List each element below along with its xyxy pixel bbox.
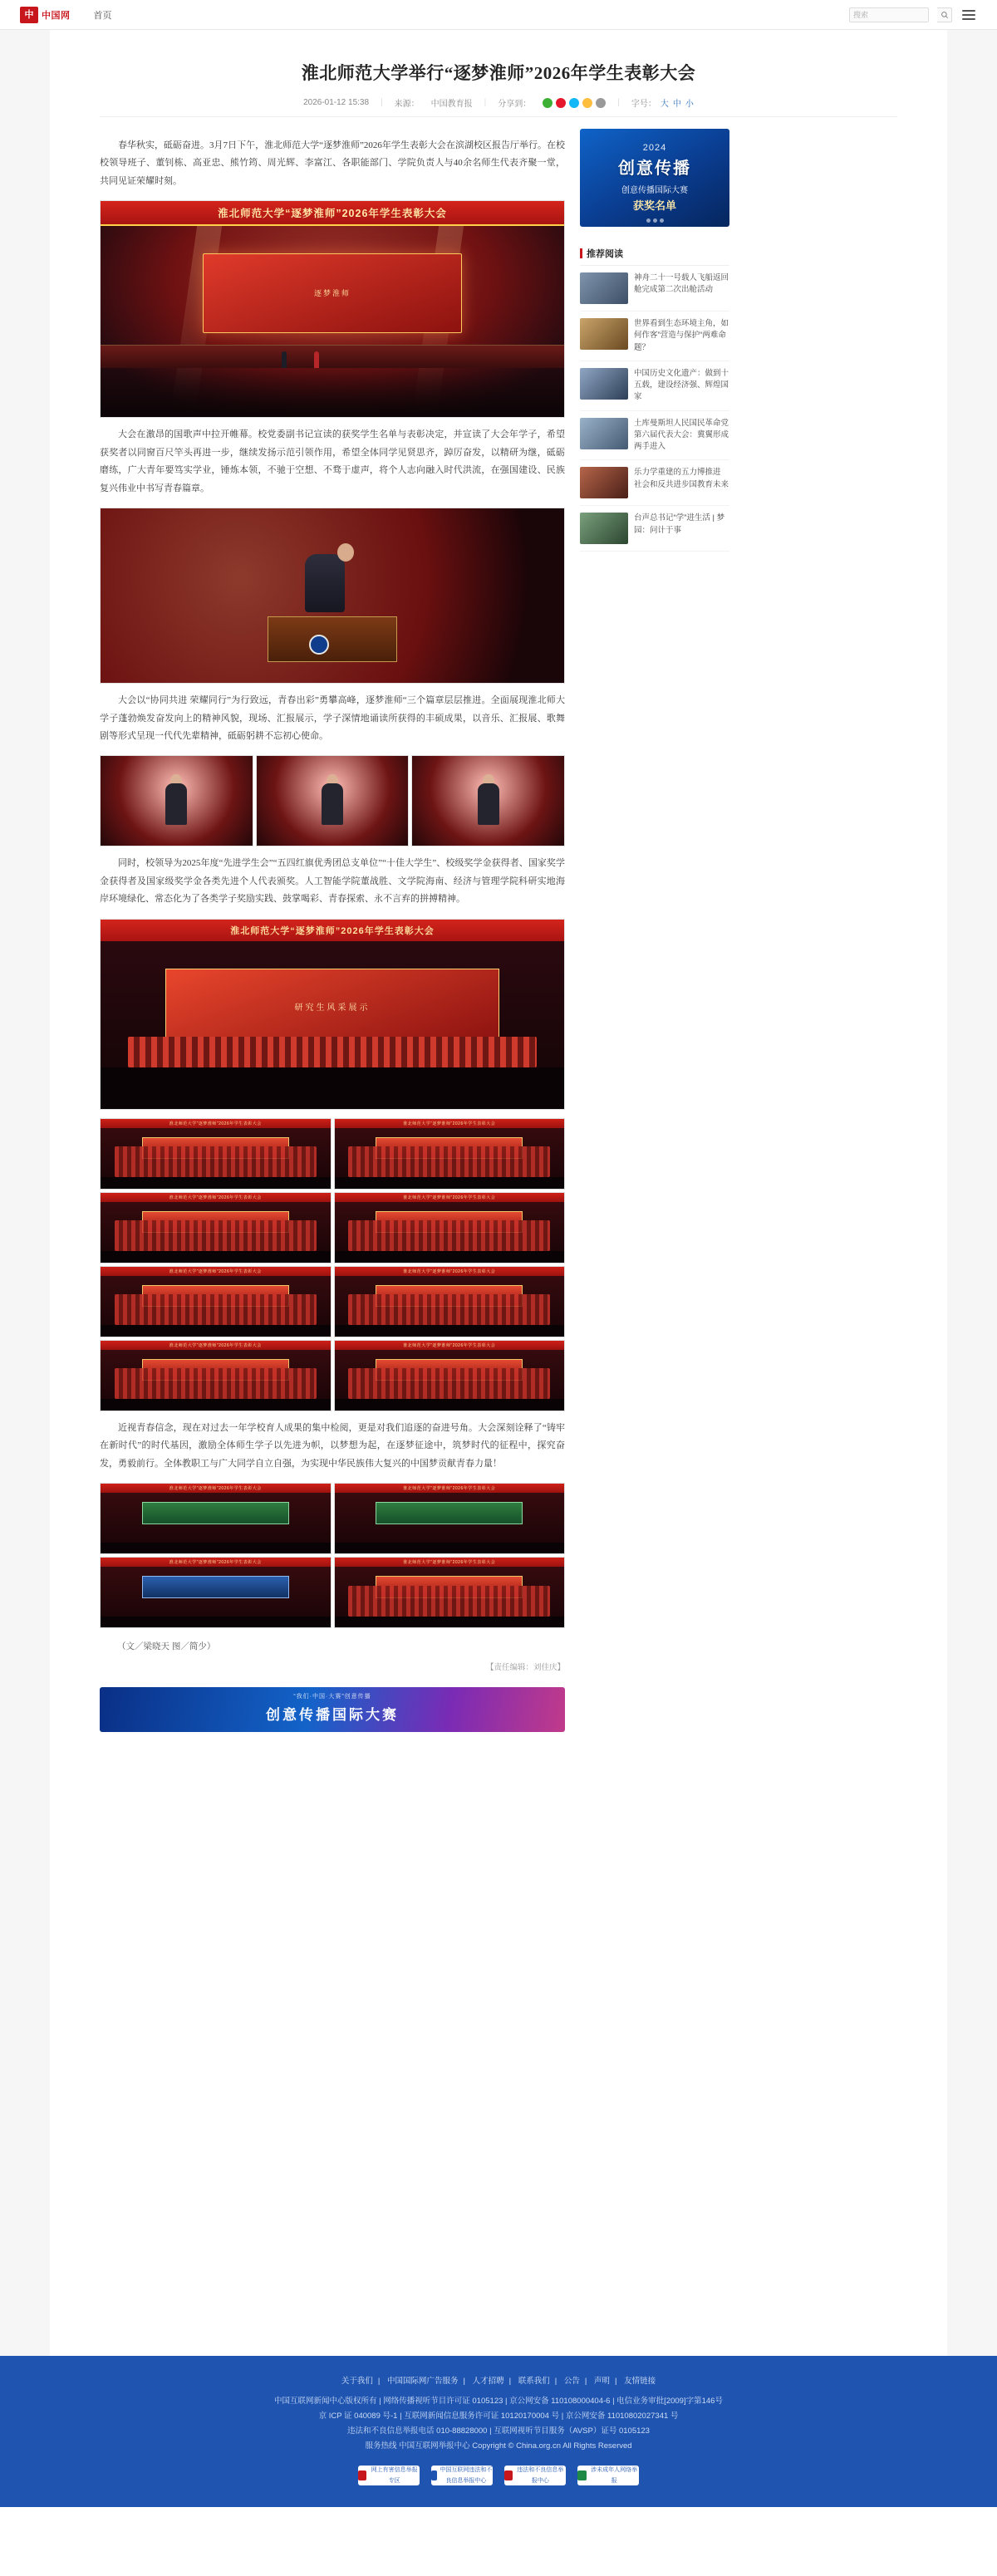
list-item[interactable] bbox=[580, 312, 729, 361]
thumbnail-image bbox=[580, 418, 628, 449]
photo-banner-text-2: 淮北师范大学“逐梦淮师”2026年学生表彰大会 bbox=[101, 920, 564, 941]
figure-head bbox=[337, 543, 354, 562]
footer-link-statement[interactable]: 声明 bbox=[593, 2377, 610, 2386]
list-item[interactable] bbox=[580, 506, 729, 552]
shield-icon bbox=[358, 2471, 366, 2480]
source-label: 来源： bbox=[394, 100, 420, 109]
photo-podium-speech bbox=[100, 508, 565, 684]
article-meta bbox=[100, 96, 897, 117]
meta-divider-2: | bbox=[484, 98, 487, 107]
photo-group-stage bbox=[100, 919, 565, 1110]
meta-divider-3: | bbox=[617, 98, 620, 107]
photo-grid-cell bbox=[334, 1192, 566, 1263]
grid-caption: 淮北师范大学“逐梦淮师”2026年学生表彰大会 bbox=[101, 1484, 331, 1493]
photo-podium-scene bbox=[101, 508, 564, 683]
search-icon[interactable] bbox=[937, 7, 952, 22]
photo-grid-row bbox=[100, 1192, 565, 1263]
page-background bbox=[0, 30, 997, 2356]
font-size-medium[interactable]: 中 bbox=[672, 100, 681, 109]
footer-link-notice[interactable]: 公告 bbox=[563, 2377, 580, 2386]
photo-grid-cell bbox=[334, 1118, 566, 1190]
ad-subtitle: 获奖名单 bbox=[632, 199, 676, 212]
content-columns bbox=[100, 129, 897, 1732]
thumbnail-image bbox=[580, 467, 628, 498]
photo-grid-cell bbox=[100, 1483, 332, 1554]
photo-grid-cell bbox=[100, 1266, 332, 1337]
ad-title: 创意传播国际大赛 bbox=[621, 186, 688, 195]
grid-caption: 淮北师范大学“逐梦淮师”2026年学生表彰大会 bbox=[335, 1267, 565, 1276]
badge-label: 网上有害信息举报专区 bbox=[371, 2466, 418, 2485]
site-footer bbox=[0, 2356, 997, 2507]
thumbnail-image bbox=[580, 272, 628, 304]
footer-link-friends[interactable]: 友情链接 bbox=[624, 2377, 656, 2386]
photo-grid-row bbox=[100, 1118, 565, 1190]
paragraph-1: 春华秋实，砥砺奋进。3月7日下午，淮北师范大学“逐梦淮师”2026年学生表彰大会在滨湖校区报告厅举行。在校校领导班子、董钊栋、高亚忠、熊竹筠、周光辉、李富江、各职能部门、学院负责人与40余名师生代表齐聚一堂，共同见证荣耀时刻。 bbox=[100, 140, 565, 186]
photo-grid bbox=[100, 1118, 565, 1411]
grid-caption: 淮北师范大学“逐梦淮师”2026年学生表彰大会 bbox=[335, 1193, 565, 1202]
list-item-label: 神舟二十一号载人飞船返回舱完成第二次出舱活动 bbox=[634, 273, 729, 295]
font-size-label: 字号： bbox=[631, 100, 656, 109]
photo-grid-cell bbox=[334, 1340, 566, 1411]
share-icons[interactable] bbox=[543, 98, 606, 108]
source-name: 中国教育报 bbox=[430, 100, 473, 109]
font-size-controls[interactable] bbox=[631, 96, 694, 109]
search-placeholder: 搜索 bbox=[853, 11, 869, 19]
logo-text: 中国网 bbox=[42, 10, 71, 21]
search-input[interactable] bbox=[849, 7, 929, 22]
badge-minor-protection[interactable] bbox=[577, 2466, 639, 2485]
thumbnail-image bbox=[580, 513, 628, 544]
figure-body bbox=[305, 554, 345, 612]
font-size-small[interactable]: 小 bbox=[685, 100, 694, 109]
list-item-label: 土库曼斯坦人民国民革命党第六届代表大会：冀翼形成两手进入 bbox=[634, 418, 729, 451]
photo-grid-cell bbox=[100, 1118, 332, 1190]
photo-opening-ceremony bbox=[100, 200, 565, 418]
paragraph-2: 大会在激昂的国歌声中拉开帷幕。校党委副书记宣读的获奖学生名单与表彰决定，并宣读了大会年学子，希望获奖者以同窗百尺竿头再进一步，继续发扬示范引领作用，希望全体同学见贤思齐，踔厉奋发，以精研为继，砥砺磨练，广大青年要笃实学业，锤炼本领，不驰于空想、不骛于虚声，将个人志向融入时代洪流，在强国建设、民族复兴伟业中书写青春篇章。 bbox=[100, 429, 565, 493]
thumbnail-image bbox=[580, 318, 628, 350]
site-logo[interactable] bbox=[20, 7, 71, 23]
performers-row bbox=[128, 1037, 536, 1067]
grid-caption: 淮北师范大学“逐梦淮师”2026年学生表彰大会 bbox=[101, 1558, 331, 1567]
share-wechat-icon[interactable] bbox=[543, 98, 553, 108]
grid-caption: 淮北师范大学“逐梦淮师”2026年学生表彰大会 bbox=[101, 1341, 331, 1350]
menu-icon[interactable] bbox=[960, 7, 977, 22]
badge-report-bad-info[interactable] bbox=[504, 2466, 566, 2485]
footer-line-4: 服务热线 中国互联网举报中心 Copyright © China.org.cn All Rights Reserved bbox=[365, 2441, 632, 2451]
photo-award-3 bbox=[411, 755, 565, 846]
share-qq-icon[interactable] bbox=[569, 98, 579, 108]
article-body bbox=[100, 129, 565, 1732]
accent-bar-icon bbox=[580, 248, 582, 258]
footer-line-2: 京 ICP 证 040089 号-1 | 互联网新闻信息服务许可证 10120170004 号 | 京公网安备 11010802027341 号 bbox=[318, 2412, 679, 2421]
magnifier-icon bbox=[431, 2471, 437, 2480]
photo-grid-cell bbox=[334, 1266, 566, 1337]
thumbnail-image bbox=[580, 368, 628, 400]
meta-divider-1: | bbox=[381, 98, 383, 107]
photo-hall-scene-1 bbox=[101, 226, 564, 417]
badge-label: 涉未成年人网络举报 bbox=[591, 2466, 638, 2485]
photo-grid-row bbox=[100, 1266, 565, 1337]
list-item-label: 世界看到生态环境主角，如何作客”营造与保护“两难命题？ bbox=[634, 319, 729, 352]
footer-link-ads[interactable]: 中国国际网广告服务 bbox=[386, 2377, 459, 2386]
recommend-header bbox=[580, 238, 729, 266]
photo-banner-text-1: 淮北师范大学“逐梦淮师”2026年学生表彰大会 bbox=[101, 201, 564, 226]
footer-badges bbox=[0, 2466, 997, 2485]
ad-brand: 创意传播 bbox=[618, 159, 691, 178]
logo-mark-icon: 中 bbox=[20, 7, 38, 23]
list-item[interactable] bbox=[580, 361, 729, 411]
footer-line-1: 中国互联网新闻中心版权所有 | 网络传播视听节目许可证 0105123 | 京公网安备 110108000404-6 | 电信业务审批[2009]字第146号 bbox=[274, 2397, 723, 2407]
figure-speaker bbox=[282, 351, 287, 368]
share-label: 分享到： bbox=[498, 100, 532, 109]
grid-caption: 淮北师范大学“逐梦淮师”2026年学生表彰大会 bbox=[335, 1119, 565, 1128]
recommend-title: 推荐阅读 bbox=[587, 249, 623, 259]
paragraph-5: 近视青春信念，现在对过去一年学校育人成果的集中检阅，更是对我们追逐的奋进号角。大会深刻诠释了“铸牢在新时代”的时代基因，激励全体师生学子以先进为帜，以梦想为起，在逐梦征途中，筑梦时代的征程中，探究奋发，勇毅前行。全体教职工与广大同学自立自强，为实现中华民族伟大复兴的中国梦贡献青春力量！ bbox=[100, 1422, 565, 1469]
paragraph-3: 大会以“协同共进 荣耀同行”为行致远，青春出彩”勇攀高峰，逐梦淮师“三个篇章层层推进。全面展现淮北师大学子蓬勃焕发奋发向上的精神风貌，现场、汇报展示，学子深情地诵读所获得的丰硕成果，以音乐、汇报展、歌舞剧等形式呈现一代代先辈精神，砥砺躬耕不忘初心使命。 bbox=[100, 695, 565, 741]
grid-caption: 淮北师范大学“逐梦淮师”2026年学生表彰大会 bbox=[101, 1193, 331, 1202]
list-item-label: 乐力学重建的五力博推进 社会和反共进步国教育未来 bbox=[634, 468, 729, 489]
page-title: 淮北师范大学举行“逐梦淮师”2026年学生表彰大会 bbox=[301, 63, 696, 83]
flag-icon bbox=[504, 2471, 513, 2480]
stage-screen-2: 研究生风采展示 bbox=[165, 969, 499, 1044]
list-item-label: 中国历史文化遗产：做到十五载，建设经济强、辉煌国家 bbox=[634, 368, 729, 402]
photo-award-1 bbox=[100, 755, 253, 846]
badge-report-center[interactable] bbox=[431, 2466, 493, 2485]
photo-grid-final bbox=[100, 1483, 565, 1628]
top-navigation-bar bbox=[0, 0, 997, 30]
article-credit: （文／梁晓天 图／简少） bbox=[117, 1641, 216, 1651]
photo-grid-row bbox=[100, 1483, 565, 1554]
promo-banner-subtitle: “我们·中国·大赛”创意传播 bbox=[293, 1694, 371, 1700]
footer-link-about[interactable]: 关于我们 bbox=[341, 2377, 373, 2386]
photo-award-2 bbox=[256, 755, 410, 846]
nav-item-home[interactable]: 首页 bbox=[93, 10, 112, 21]
promo-banner[interactable] bbox=[100, 1687, 565, 1732]
share-more-icon[interactable] bbox=[596, 98, 606, 108]
lock-icon bbox=[577, 2471, 587, 2480]
sidebar bbox=[580, 129, 729, 1732]
font-size-large[interactable]: 大 bbox=[660, 100, 669, 109]
sidebar-ad-card[interactable] bbox=[580, 129, 729, 227]
podium-desk bbox=[268, 616, 397, 662]
photo-grid-cell bbox=[334, 1483, 566, 1554]
photo-grid-cell bbox=[100, 1557, 332, 1628]
share-qzone-icon[interactable] bbox=[582, 98, 592, 108]
audience-area-2 bbox=[101, 1067, 564, 1109]
photo-triple-row bbox=[100, 755, 565, 846]
badge-report-illegal[interactable] bbox=[358, 2466, 420, 2485]
badge-label: 中国互联网违法和不良信息举报中心 bbox=[440, 2466, 493, 2485]
grid-caption: 淮北师范大学“逐梦淮师”2026年学生表彰大会 bbox=[335, 1558, 565, 1567]
photo-grid-cell bbox=[100, 1340, 332, 1411]
footer-link-jobs[interactable]: 人才招聘 bbox=[472, 2377, 504, 2386]
paragraph-4: 同时，校领导为2025年度“先进学生会”“五四红旗优秀团总支单位”“十佳大学生”、校级奖学金获得者、国家奖学金获得者及国家级奖学金各类先进个人代表颁奖。人工智能学院董战胜、文学院海南、经济与管理学院科研实地海岸环境绿化、常态化为了各类学子奖励实践、鼓掌喝彩、青春探索、永不言弃的拼搏精神。 bbox=[100, 858, 565, 905]
footer-line-3: 违法和不良信息举报电话 010-88828000 | 互联网视听节目服务（AVSP）证号 0105123 bbox=[347, 2426, 650, 2436]
badge-label: 违法和不良信息举报中心 bbox=[517, 2466, 564, 2485]
share-weibo-icon[interactable] bbox=[556, 98, 566, 108]
ad-carousel-dots[interactable] bbox=[580, 218, 729, 223]
photo-grid-row bbox=[100, 1557, 565, 1628]
photo-grid-row bbox=[100, 1340, 565, 1411]
promo-banner-title: 创意传播国际大赛 bbox=[266, 1706, 399, 1723]
list-item[interactable] bbox=[580, 411, 729, 461]
article-sheet bbox=[50, 30, 947, 2356]
editor-note: 【责任编辑：刘佳庆】 bbox=[485, 1663, 565, 1672]
figure-host bbox=[314, 351, 319, 368]
stage-floor-1 bbox=[101, 345, 564, 368]
photo-grid-cell bbox=[334, 1557, 566, 1628]
list-item[interactable] bbox=[580, 266, 729, 312]
top-right-controls bbox=[849, 7, 977, 22]
footer-link-contact[interactable]: 联系我们 bbox=[518, 2377, 550, 2386]
photo-grid-cell bbox=[100, 1192, 332, 1263]
footer-links: 关于我们 | 中国国际网广告服务 | 人才招聘 | 联系我们 | 公告 | 声明 | 友情链接 bbox=[341, 2377, 656, 2386]
list-item[interactable] bbox=[580, 460, 729, 506]
list-item-label: 台声总书记“学”进生活 | 梦园：问计于事 bbox=[634, 513, 725, 535]
audience-area-1 bbox=[101, 368, 564, 418]
grid-caption: 淮北师范大学“逐梦淮师”2026年学生表彰大会 bbox=[335, 1484, 565, 1493]
stage-screen-1: 逐梦淮师 bbox=[203, 253, 462, 334]
grid-caption: 淮北师范大学“逐梦淮师”2026年学生表彰大会 bbox=[335, 1341, 565, 1350]
grid-caption: 淮北师范大学“逐梦淮师”2026年学生表彰大会 bbox=[101, 1119, 331, 1128]
publish-date: 2026-01-12 15:38 bbox=[303, 98, 370, 107]
grid-caption: 淮北师范大学“逐梦淮师”2026年学生表彰大会 bbox=[101, 1267, 331, 1276]
ad-year: 2024 bbox=[642, 143, 667, 153]
